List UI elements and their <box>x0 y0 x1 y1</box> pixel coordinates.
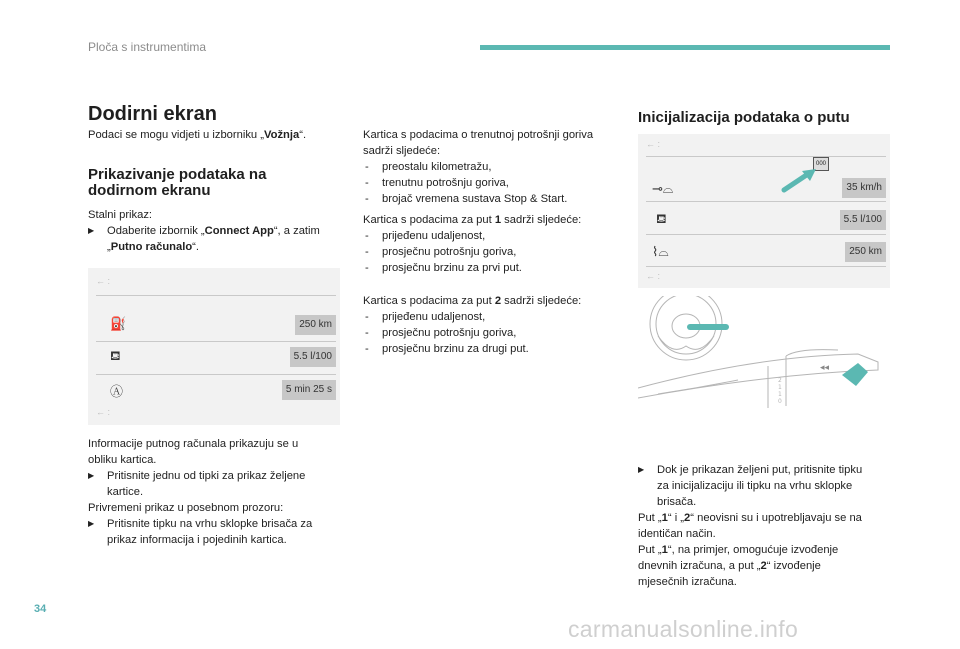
svg-text:1: 1 <box>778 384 782 391</box>
intro-text: Podaci se mogu vidjeti u izborniku „Vožnja“. <box>88 129 307 141</box>
current-consumption-value: 5.5 l/100 <box>290 347 336 367</box>
permanent-display-text: Stalni prikaz: ▶ Odaberite izbornik „Connect App“, a zatim „Putno računalo“. <box>88 207 348 255</box>
touchscreen-trip-panel <box>88 268 340 425</box>
back-arrow-icon: ← : <box>96 276 111 286</box>
pointer-arrow-icon <box>686 318 730 336</box>
fuel-consumption-icon: ⛾ <box>656 211 667 226</box>
divider <box>96 374 336 375</box>
average-speed-value: 35 km/h <box>842 178 886 198</box>
back-arrow-icon: ← : <box>646 271 661 281</box>
page-number: 34 <box>34 603 47 615</box>
fuel-pump-icon: ⛽ <box>110 316 127 331</box>
back-arrow-icon: ← : <box>96 407 111 417</box>
stop-start-time-value: 5 min 25 s <box>282 380 336 400</box>
trip1-card-text: Kartica s podacima za put 1 sadrži sljedeće: - prijeđenu udaljenost, - prosječnu potrošnju goriva, - prosječnu brzinu za prvi put. <box>363 212 608 276</box>
running-head: Ploča s instrumentima <box>88 40 207 54</box>
header-accent-bar <box>480 45 890 50</box>
back-arrow-icon: ← : <box>646 139 661 149</box>
svg-text:◂◂: ◂◂ <box>820 363 830 373</box>
divider <box>646 156 886 157</box>
svg-text:2: 2 <box>778 377 782 384</box>
pointer-arrow-icon <box>780 168 820 193</box>
divider <box>646 266 886 267</box>
average-consumption-value: 5.5 l/100 <box>840 210 886 230</box>
reset-button[interactable]: 000 <box>813 157 829 171</box>
stop-start-icon: Ⓐ <box>110 384 124 399</box>
section-heading: Prikazivanje podataka na dodirnom ekranu <box>88 166 267 199</box>
remaining-range-value: 250 km <box>295 315 336 335</box>
divider <box>96 341 336 342</box>
divider <box>646 234 886 235</box>
trip-computer-info-text: Informacije putnog računala prikazuju se u obliku kartica. ▶ Pritisnite jednu od tipki za prikaz željene kartice. Privremeni prikaz u posebnom prozoru: ▶ Pritisnite tipku na vrhu sklopke brisača za prikaz informacija i pojedinih kartica. <box>88 436 353 548</box>
section-heading-reset: Inicijalizacija podataka o putu <box>638 109 850 126</box>
distance-travelled-value: 250 km <box>845 242 886 262</box>
svg-text:1: 1 <box>778 391 782 398</box>
pointer-arrow-icon <box>840 360 870 390</box>
touchscreen-reset-panel <box>638 134 890 288</box>
fuel-consumption-icon: ⛾ <box>110 348 121 363</box>
speed-car-icon: ⊸⌓ <box>652 181 674 196</box>
watermark: carmanualsonline.info <box>568 616 799 642</box>
current-consumption-card-text: Kartica s podacima o trenutnoj potrošnji goriva sadrži sljedeće: - preostalu kilometražu, - trenutnu potrošnju goriva, - brojač vremena sustava Stop & Start. <box>363 127 608 207</box>
steering-wheel-illustration <box>638 296 890 411</box>
divider <box>96 295 336 296</box>
divider <box>646 201 886 202</box>
reset-instructions-text: ▶ Dok je prikazan željeni put, pritisnite tipku za inicijalizaciju ili tipku na vrhu sklopke brisača. Put „1“ i „2“ neovisni su i upotrebljavaju se na identičan način. Put „1“, na primjer, omogućuje izvođenje dnevnih izračuna, a put „2“ izvođenje mjesečnih izračuna. <box>638 462 893 590</box>
distance-car-icon: ⌇⌓ <box>652 244 669 259</box>
svg-text:0: 0 <box>778 398 782 405</box>
trip2-card-text: Kartica s podacima za put 2 sadrži sljedeće: - prijeđenu udaljenost, - prosječnu potrošnju goriva, - prosječnu brzinu za drugi put. <box>363 293 608 357</box>
page-title: Dodirni ekran <box>88 103 217 125</box>
